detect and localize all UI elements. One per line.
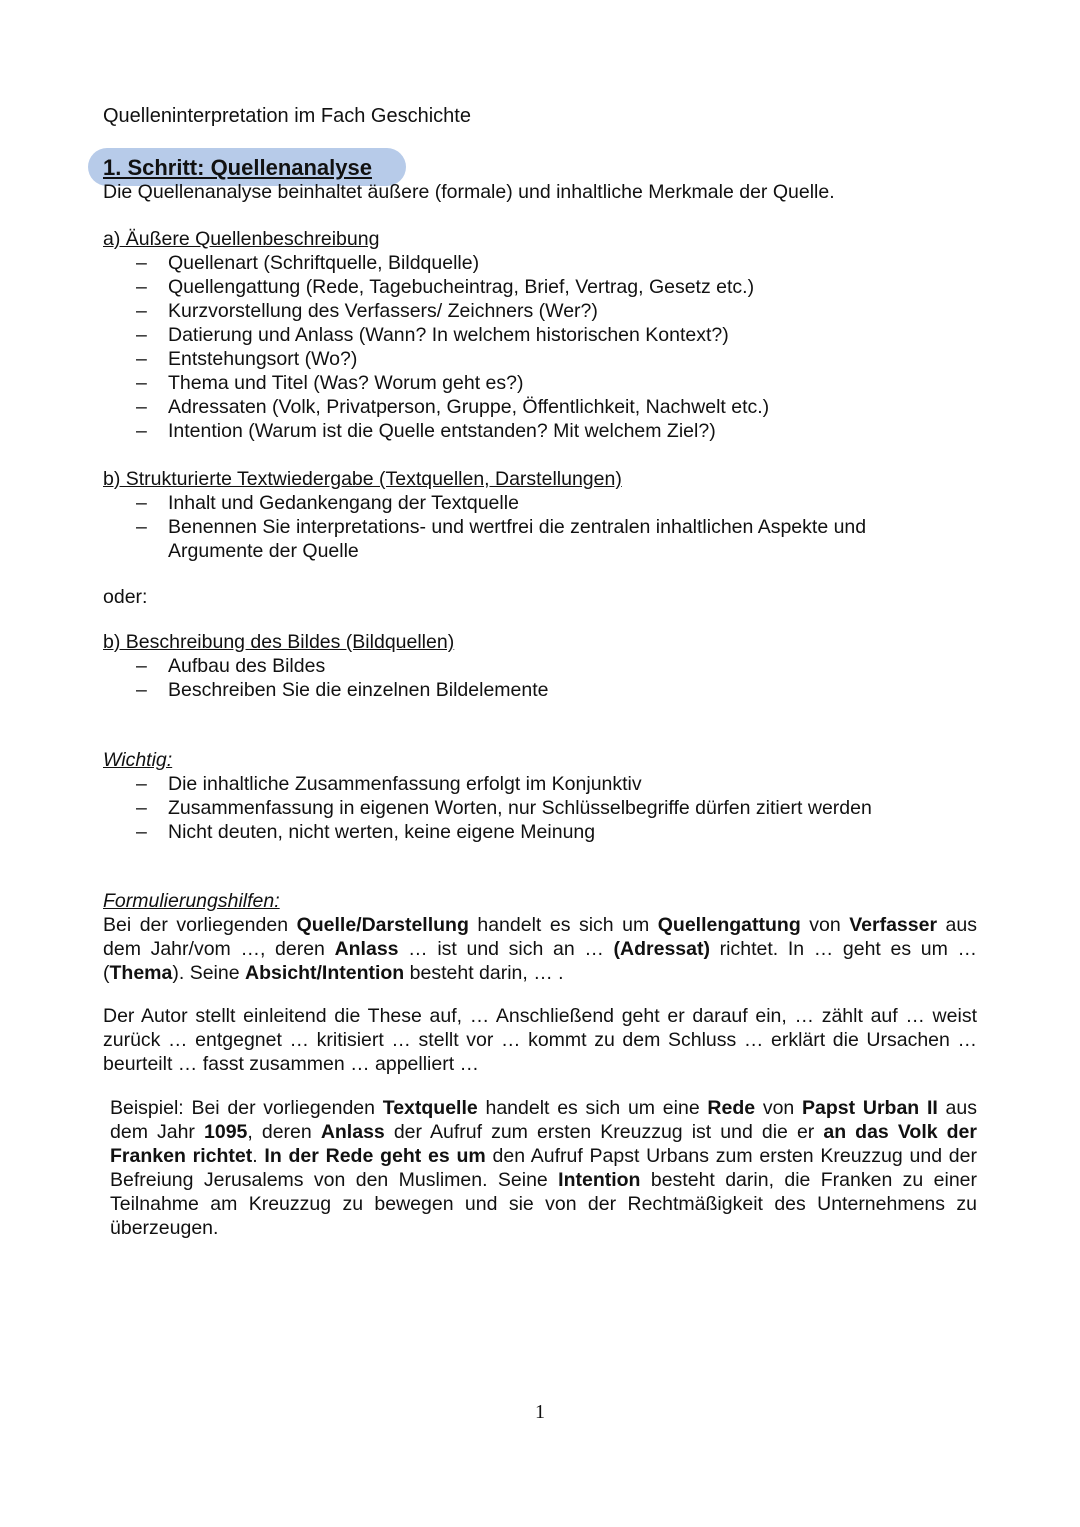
list-item: – Datierung und Anlass (Wann? In welchem historischen Kontext?): [103, 323, 903, 347]
text-run: .: [252, 1145, 265, 1167]
text-run-bold: Anlass: [320, 1121, 385, 1143]
text-run: der Aufruf zum ersten Kreuzzug ist und die er: [384, 1121, 824, 1143]
section-a-heading: a) Äußere Quellenbeschreibung: [103, 228, 380, 250]
list-item: – Intention (Warum ist die Quelle entstanden? Mit welchem Ziel?): [103, 419, 903, 443]
step-intro: Die Quellenanalyse beinhaltet äußere (formale) und inhaltliche Merkmale der Quelle.: [103, 181, 835, 203]
text-run-bold: Rede: [707, 1097, 756, 1119]
wichtig-heading: Wichtig:: [103, 749, 173, 771]
list-item: – Nicht deuten, nicht werten, keine eigene Meinung: [103, 820, 933, 844]
text-run: besteht darin, … .: [404, 962, 564, 984]
list-item: – Die inhaltliche Zusammenfassung erfolgt im Konjunktiv: [103, 772, 933, 796]
formulierung-paragraph-1: [103, 913, 977, 985]
document-title: Quelleninterpretation im Fach Geschichte: [103, 105, 471, 127]
text-run: von: [755, 1097, 803, 1119]
text-run: Bei der vorliegenden: [103, 914, 297, 936]
text-run-bold: Quelle/Darstellung: [296, 914, 469, 936]
text-run: … ist und sich an …: [398, 938, 614, 960]
text-run-bold: (Adressat): [613, 938, 710, 960]
section-b-image-list: [103, 654, 903, 702]
list-item: – Inhalt und Gedankengang der Textquelle: [103, 491, 923, 515]
formulierung-heading: Formulierungshilfen:: [103, 890, 280, 912]
text-run-bold: Textquelle: [382, 1097, 478, 1119]
text-run: den Aufruf Papst Urbans zum ersten Kreuzzug und der Befreiung Jerusalems von den Muslimen. Seine: [110, 1145, 977, 1191]
list-item: – Zusammenfassung in eigenen Worten, nur Schlüsselbegriffe dürfen zitiert werden: [103, 796, 933, 820]
text-run: besteht darin, die Franken zu einer Teilnahme am Kreuzzug zu bewegen und sie von der Rechtmäßigkeit des Unternehmens zu überzeugen.: [110, 1169, 978, 1239]
list-item: – Aufbau des Bildes: [103, 654, 903, 678]
text-run-bold: Absicht/Intention: [244, 962, 405, 984]
list-item: – Beschreiben Sie die einzelnen Bildelemente: [103, 678, 903, 702]
example-paragraph: [110, 1096, 977, 1240]
text-run-bold: In der Rede geht es um: [264, 1145, 486, 1167]
text-run-bold: Papst Urban II: [802, 1097, 938, 1119]
text-run: aus dem Jahr: [110, 1097, 977, 1143]
text-run-bold: Verfasser: [849, 914, 938, 936]
text-run: ). Seine: [172, 962, 245, 984]
list-item: – Benennen Sie interpretations- und wertfrei die zentralen inhaltlichen Aspekte und Argumente der Quelle: [103, 515, 923, 563]
text-run: , deren: [247, 1121, 321, 1143]
text-run-bold: 1095: [204, 1121, 248, 1143]
text-run: richtet. In … geht es um … (: [103, 938, 978, 984]
section-b-text-heading: b) Strukturierte Textwiedergabe (Textquellen, Darstellungen): [103, 468, 622, 490]
section-b-text-list: [103, 491, 923, 563]
step-title: 1. Schritt: Quellenanalyse: [103, 155, 372, 180]
list-item: – Adressaten (Volk, Privatperson, Gruppe, Öffentlichkeit, Nachwelt etc.): [103, 395, 903, 419]
text-run-bold: Anlass: [334, 938, 399, 960]
formulierung-paragraph-2: Der Autor stellt einleitend die These auf, … Anschließend geht er darauf ein, … zählt auf … weist zurück … entgegnet … kritisiert … stellt vor … kommt zu dem Schluss … erklärt die Ursachen … beurteilt … fasst zusammen … appelliert …: [103, 1005, 977, 1075]
list-item: – Quellengattung (Rede, Tagebucheintrag, Brief, Vertrag, Gesetz etc.): [103, 275, 903, 299]
page-number: 1: [535, 1401, 545, 1423]
text-run: handelt es sich um: [468, 914, 658, 936]
oder-label: oder:: [103, 586, 148, 608]
text-run-bold: Intention: [558, 1169, 641, 1191]
text-run: handelt es sich um eine: [477, 1097, 708, 1119]
section-b-image-heading: b) Beschreibung des Bildes (Bildquellen): [103, 631, 455, 653]
text-run: aus dem Jahr/vom …, deren: [103, 914, 977, 960]
text-run-bold: Thema: [109, 962, 173, 984]
text-run-bold: an das Volk der Franken richtet: [110, 1121, 977, 1167]
list-item: – Kurzvorstellung des Verfassers/ Zeichners (Wer?): [103, 299, 903, 323]
text-run: von: [800, 914, 850, 936]
section-a-list: [103, 251, 903, 443]
list-item: – Thema und Titel (Was? Worum geht es?): [103, 371, 903, 395]
text-run: Beispiel: Bei der vorliegenden: [110, 1097, 383, 1119]
list-item: – Quellenart (Schriftquelle, Bildquelle): [103, 251, 903, 275]
list-item: – Entstehungsort (Wo?): [103, 347, 903, 371]
text-run-bold: Quellengattung: [657, 914, 801, 936]
wichtig-list: [103, 772, 933, 844]
